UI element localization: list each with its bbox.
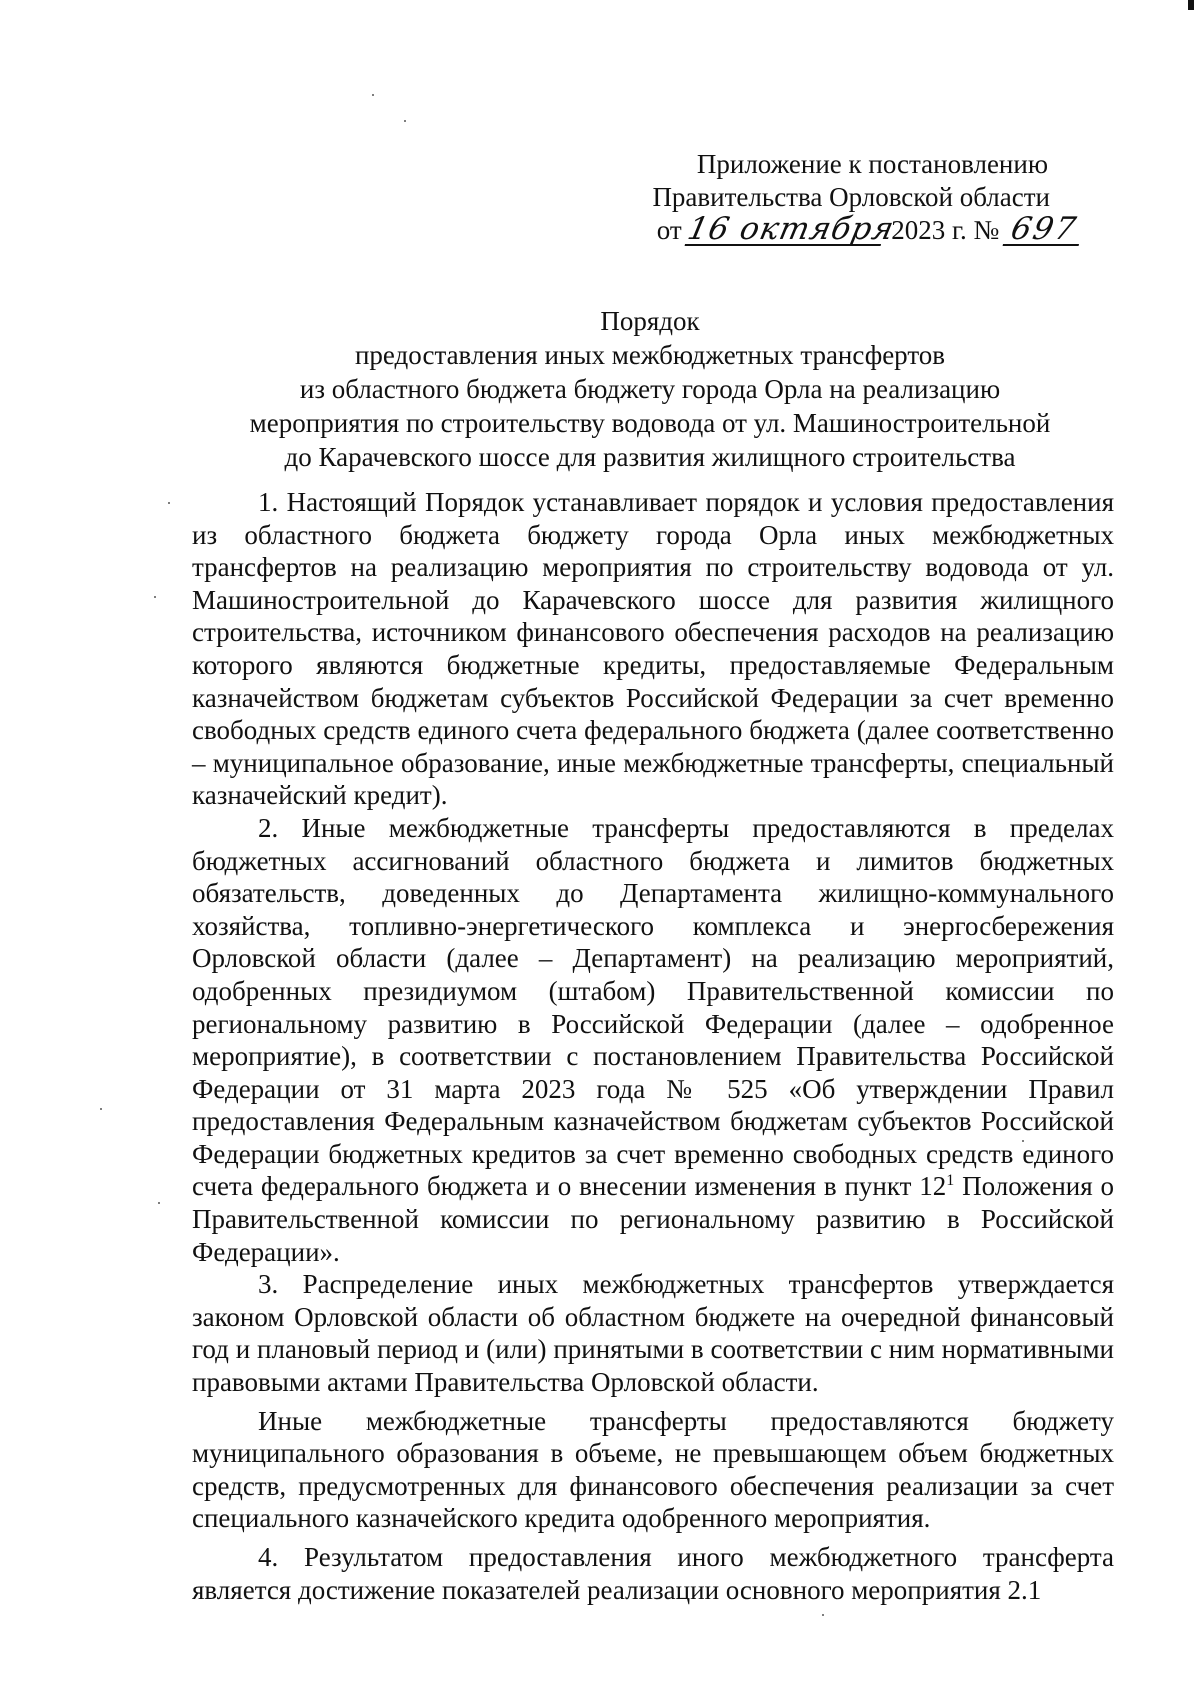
scan-speck bbox=[822, 1614, 824, 1616]
scan-corner-mark bbox=[1188, 0, 1194, 10]
paragraph-4: Иные межбюджетные трансферты предоставляются бюджету муниципального образования в объеме, не превышающем объем бюджетных средств, предусмотренных для финансового обеспечения реализации за счет специального казначейского кредита одобренного мероприятия. bbox=[192, 1405, 1114, 1534]
header-year: 2023 г. № bbox=[891, 215, 1000, 245]
header-date-prefix: от bbox=[656, 215, 682, 245]
scan-speck bbox=[100, 1108, 102, 1110]
handwritten-number: 697 bbox=[1003, 214, 1086, 246]
paragraph-3: 3. Распределение иных межбюджетных трансфертов утверждается законом Орловской области об областном бюджете на очередной финансовый год и плановый период и (или) принятыми в соответствии с ним нормативными правовыми актами Правительства Орловской области. bbox=[192, 1269, 1114, 1398]
paragraph-2 bbox=[192, 812, 1114, 1268]
paragraph-1: 1. Настоящий Порядок устанавливает порядок и условия предоставления из областного бюджета бюджету города Орла иных межбюджетных трансфертов на реализацию мероприятия по строительству водовода от ул. Машиностроительной до Карачевского шоссе для развития жилищного строительства, источником финансового обеспечения расходов на реализацию которого являются бюджетные кредиты, предоставляемые Федеральным казначейством бюджетам субъектов Российской Федерации за счет временно свободных средств единого счета федерального бюджета (далее соответственно – муниципальное образование, иные межбюджетные трансферты, специальный казначейский кредит). bbox=[192, 487, 1114, 811]
header-line-2: Правительства Орловской области bbox=[652, 182, 1050, 212]
appendix-header bbox=[0, 148, 1082, 247]
document-title bbox=[160, 304, 1140, 474]
paragraph-2-text-a: 2. Иные межбюджетные трансферты предоставляются в пределах бюджетных ассигнований областного бюджета и лимитов бюджетных обязательств, доведенных до Департамента жилищно-коммунального хозяйства, топливно-энергетического комплекса и энергосбережения Орловской области (далее – Департамент) на реализацию мероприятий, одобренных президиумом (штабом) Правительственной комиссии по региональному развитию в Российской Федерации (далее – одобренное мероприятие), в соответствии с постановлением Правительства Российской Федерации от 31 марта 2023 года № 525 «Об утверждении Правил предоставления Федеральным казначейством бюджетам субъектов Российской Федерации бюджетных кредитов за счет временно свободных средств единого счета федерального бюджета и о внесении изменения в пункт 12 bbox=[192, 812, 1114, 1202]
paragraph-5: 4. Результатом предоставления иного межбюджетного трансферта является достижение показателей реализации основного мероприятия 2.1 bbox=[192, 1542, 1114, 1605]
handwritten-date: 16 октября bbox=[684, 211, 899, 247]
scan-speck bbox=[372, 94, 374, 96]
paragraph-2-text-b: Положения о Правительственной комиссии по региональному развитию в Российской Федерации». bbox=[192, 1171, 1115, 1267]
scan-speck bbox=[154, 596, 156, 598]
scan-speck bbox=[168, 502, 170, 504]
title-line-1: предоставления иных межбюджетных трансфертов bbox=[354, 340, 946, 370]
title-main: Порядок bbox=[600, 306, 700, 336]
header-line-1: Приложение к постановлению bbox=[696, 149, 1048, 179]
document-body bbox=[192, 486, 1114, 1606]
scan-speck bbox=[158, 1202, 160, 1204]
header-line-3 bbox=[0, 211, 1082, 247]
title-line-2: из областного бюджета бюджету города Орла на реализацию bbox=[299, 374, 1001, 404]
paragraph-2-superscript: 1 bbox=[946, 1172, 955, 1190]
title-line-3: мероприятия по строительству водовода от ул. Машиностроительной bbox=[249, 408, 1051, 438]
scan-speck bbox=[404, 120, 406, 122]
title-line-4: до Карачевского шоссе для развития жилищного строительства bbox=[284, 442, 1016, 472]
